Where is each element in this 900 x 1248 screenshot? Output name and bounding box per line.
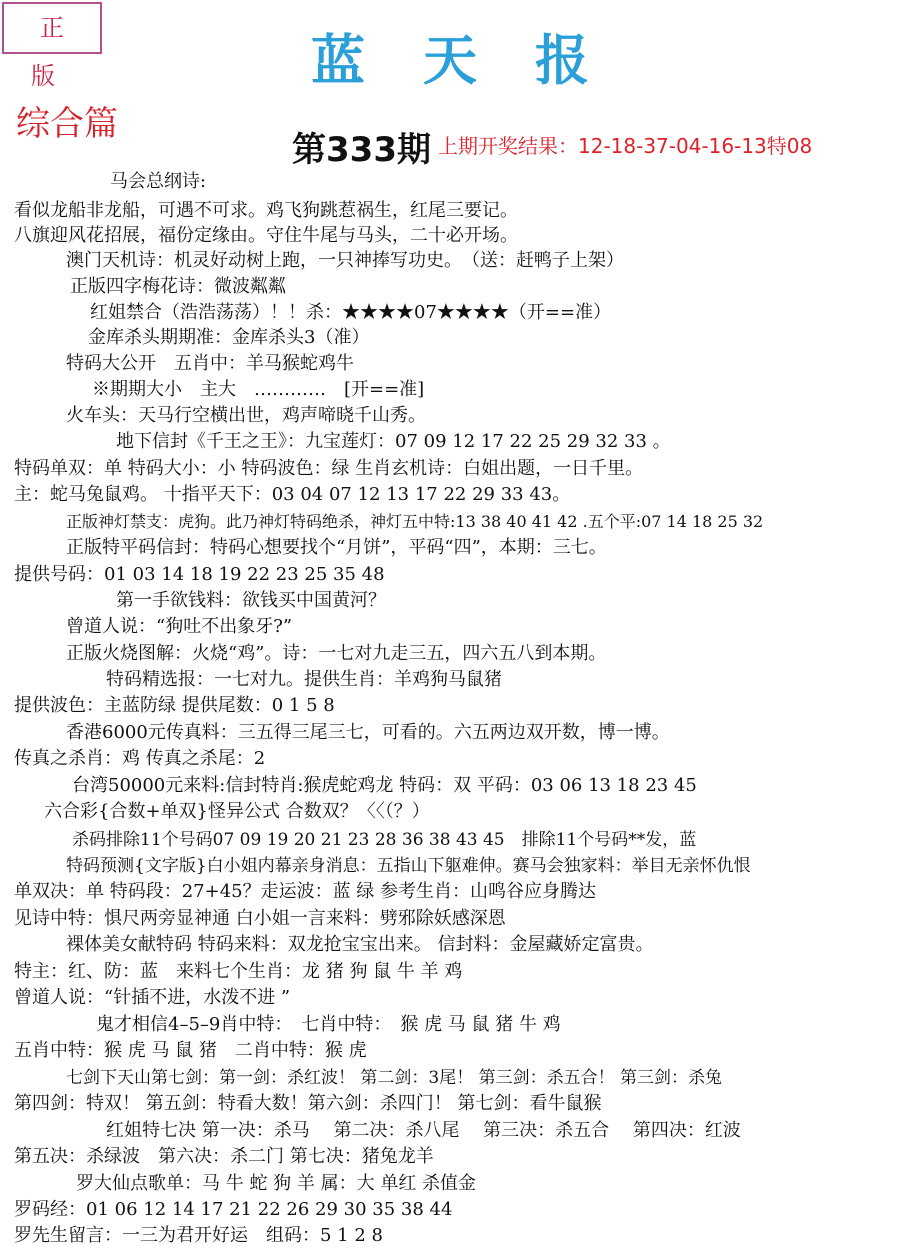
text-line: 传真之杀肖：鸡 传真之杀尾：2	[14, 748, 266, 769]
text-line: ※期期大小 主大 ………… [开==准]	[92, 379, 425, 400]
text-line: 香港6000元传真料：三五得三尾三七，可看的。六五两边双开数，博一博。	[66, 722, 670, 743]
text-line: 提供波色：主蓝防绿 提供尾数：0 1 5 8	[14, 695, 335, 716]
page-title: 蓝天报	[311, 28, 647, 92]
text-line: 第四剑：特双！ 第五剑：特看大数！第六剑：杀四门！ 第七剑：看牛鼠猴	[14, 1093, 602, 1114]
text-line: 裸体美女献特码 特码来料：双龙抢宝宝出来。 信封料：金屋藏娇定富贵。	[66, 934, 654, 955]
text-line: 见诗中特：惧尺两旁显神通 白小姐一言来料：劈邪除妖感深恩	[14, 908, 506, 929]
text-line: 第一手欲钱料：欲钱买中国黄河？	[116, 590, 386, 611]
text-line: 罗先生留言：一三为君开好运 组码：5 1 2 8	[14, 1225, 383, 1246]
text-line: 特码预测{文字版}白小姐内幕亲身消息：五指山下躯难伸。赛马会独家料：举目无亲怀仇恨	[66, 856, 751, 876]
text-line: 火车头：天马行空横出世，鸡声啼晓千山秀。	[66, 405, 426, 426]
text-line: 提供号码：01 03 14 18 19 22 23 25 35 48	[14, 564, 385, 585]
text-line: 正版神灯禁支：虎狗。此乃神灯特码绝杀，神灯五中特:13 38 40 41 42 .五个平:07 14 18 25 32	[66, 512, 764, 531]
text-line: 主：蛇马兔鼠鸡。 十指平天下：03 04 07 12 13 17 22 29 33 43。	[14, 484, 571, 505]
text-line: 正版四字梅花诗：微波粼粼	[70, 276, 286, 297]
text-line: 特主：红、防：蓝 来料七个生肖：龙 猪 狗 鼠 牛 羊 鸡	[14, 961, 463, 982]
last-draw-result: 上期开奖结果：12-18-37-04-16-13特08	[438, 134, 813, 158]
text-line: 杀码排除11个号码07 09 19 20 21 23 28 36 38 43 45 排除11个号码**发，蓝	[72, 830, 697, 850]
text-line: 八旗迎风花招展，福份定缘由。守住牛尾与马头，二十必开场。	[14, 225, 518, 246]
text-line: 红姐禁合（浩浩荡荡）！！杀：★★★★07★★★★（开==准）	[90, 302, 612, 323]
issue-number: 第333期	[292, 130, 431, 170]
text-line: 马会总纲诗:	[110, 171, 207, 192]
text-line: 曾道人说：“针插不进，水泼不进 ”	[14, 987, 291, 1008]
text-line: 特码单双：单 特码大小：小 特码波色：绿 生肖玄机诗：白姐出题，一日千里。	[14, 458, 644, 479]
text-line: 红姐特七决 第一决：杀马 第二决：杀八尾 第三决：杀五合 第四决：红波	[106, 1120, 741, 1141]
text-line: 特码大公开 五肖中：羊马猴蛇鸡牛	[66, 353, 354, 374]
section-title: 综合篇	[16, 104, 118, 144]
text-line: 正版火烧图解：火烧“鸡”。诗：一七对九走三五，四六五八到本期。	[66, 643, 607, 664]
text-line: 看似龙船非龙船，可遇不可求。鸡飞狗跳惹祸生，红尾三要记。	[14, 200, 518, 221]
text-line: 罗大仙点歌单：马 牛 蛇 狗 羊 属：大 单红 杀值金	[76, 1173, 477, 1194]
text-line: 五肖中特：猴 虎 马 鼠 猪 二肖中特：猴 虎	[14, 1040, 367, 1061]
text-line: 单双决：单 特码段：27+45？走运波：蓝 绿 参考生肖：山鸣谷应身腾达	[14, 881, 597, 902]
text-line: 地下信封《千王之王》：九宝莲灯：07 09 12 17 22 25 29 32 33 。	[116, 431, 671, 452]
text-line: 特码精选报：一七对九。提供生肖：羊鸡狗马鼠猪	[106, 669, 502, 690]
text-line: 台湾50000元来料:信封特肖:猴虎蛇鸡龙 特码：双 平码：03 06 13 18 23 45	[72, 775, 697, 796]
text-line: 曾道人说：“狗吐不出象牙?”	[66, 616, 293, 637]
authentic-badge: 正版	[2, 2, 102, 54]
text-line: 鬼才相信4–5–9肖中特： 七肖中特： 猴 虎 马 鼠 猪 牛 鸡	[96, 1014, 561, 1035]
text-line: 七剑下天山第七剑：第一剑：杀红波！ 第二剑：3尾！ 第三剑：杀五合！ 第三剑：杀兔	[66, 1068, 723, 1088]
text-line: 金库杀头期期准：金库杀头3（准）	[88, 327, 370, 348]
text-line: 正版特平码信封：特码心想要找个“月饼”，平码“四”，本期：三七。	[66, 537, 607, 558]
text-line: 罗码经：01 06 12 14 17 21 22 26 29 30 35 38 44	[14, 1199, 453, 1220]
text-line: 第五决：杀绿波 第六决：杀二门 第七决：猪兔龙羊	[14, 1146, 434, 1167]
text-line: 六合彩{合数+单双}怪异公式 合数双？〈〈（？）	[44, 801, 430, 822]
text-line: 澳门天机诗：机灵好动树上跑，一只神捧写功史。 （送：赶鸭子上架）	[66, 250, 624, 271]
